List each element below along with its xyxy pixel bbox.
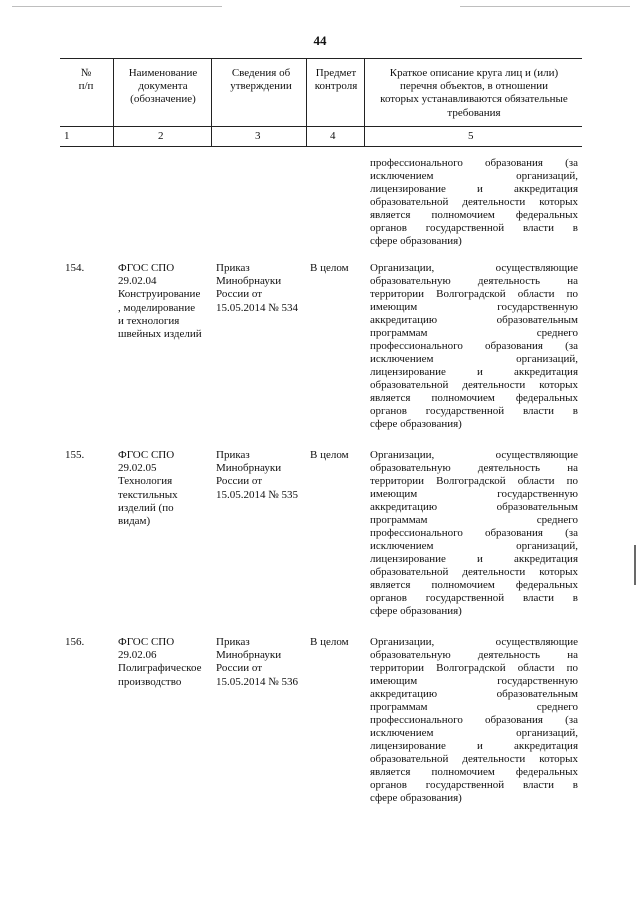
header-document-name: Наименование документа (обозначение) <box>128 67 198 106</box>
description-line: сфере образования) <box>370 605 462 617</box>
description-line: имеющим государственную <box>370 301 578 313</box>
column-number-4: 4 <box>330 130 336 142</box>
scan-artifact-top-right <box>460 6 630 7</box>
continuation-line: образовательной деятельности которых <box>370 196 578 208</box>
description-line: территории Волгоградской области по <box>370 475 578 487</box>
description-line: аккредитацию образовательным <box>370 314 578 326</box>
description-line: органов государственной власти в <box>370 779 578 791</box>
header-control-subject: Предмет контроля <box>314 67 358 93</box>
continuation-line: сфере образования) <box>370 235 462 247</box>
description-line: сфере образования) <box>370 792 462 804</box>
table-top-border <box>60 58 582 59</box>
continuation-line: лицензирование и аккредитация <box>370 183 578 195</box>
description-line: профессионального образования (за <box>370 527 578 539</box>
column-divider-2 <box>211 58 212 146</box>
row-control-subject: В целом <box>310 449 349 461</box>
description-line: лицензирование и аккредитация <box>370 740 578 752</box>
row-document-name: ФГОС СПО 29.02.05 Технология текстильных изделий (по видам) <box>118 449 178 528</box>
row-control-subject: В целом <box>310 262 349 274</box>
description-line: лицензирование и аккредитация <box>370 553 578 565</box>
description-line: образовательную деятельность на <box>370 649 578 661</box>
column-divider-4 <box>364 58 365 146</box>
row-control-subject: В целом <box>310 636 349 648</box>
description-line: территории Волгоградской области по <box>370 288 578 300</box>
description-line: Организации, осуществляющие <box>370 449 578 461</box>
description-line: образовательной деятельности которых <box>370 566 578 578</box>
description-line: лицензирование и аккредитация <box>370 366 578 378</box>
continuation-line: исключением организаций, <box>370 170 578 182</box>
continuation-line: профессионального образования (за <box>370 157 578 169</box>
continuation-line: является полномочием федеральных <box>370 209 578 221</box>
scan-artifact-right-edge <box>634 545 636 585</box>
row-approval-info: Приказ Минобрнауки России от 15.05.2014 № 536 <box>216 636 298 688</box>
column-divider-1 <box>113 58 114 146</box>
header-description: Краткое описание круга лиц и (или) перечня объектов, в отношении которых устанавливаются обязательные требования <box>380 67 568 119</box>
description-line: программам среднего <box>370 514 578 526</box>
description-line: является полномочием федеральных <box>370 579 578 591</box>
column-number-2: 2 <box>158 130 164 142</box>
header-bottom-border <box>60 126 582 127</box>
scan-artifact-top-left <box>12 6 222 7</box>
description-line: органов государственной власти в <box>370 405 578 417</box>
page-number: 44 <box>313 33 327 48</box>
description-line: исключением организаций, <box>370 353 578 365</box>
description-line: образовательной деятельности которых <box>370 379 578 391</box>
description-line: органов государственной власти в <box>370 592 578 604</box>
column-divider-3 <box>306 58 307 146</box>
description-line: программам среднего <box>370 701 578 713</box>
description-line: аккредитацию образовательным <box>370 688 578 700</box>
description-line: программам среднего <box>370 327 578 339</box>
description-line: имеющим государственную <box>370 675 578 687</box>
description-line: профессионального образования (за <box>370 714 578 726</box>
description-line: образовательной деятельности которых <box>370 753 578 765</box>
description-line: Организации, осуществляющие <box>370 262 578 274</box>
numbers-row-bottom-border <box>60 146 582 147</box>
description-line: образовательную деятельность на <box>370 275 578 287</box>
row-document-name: ФГОС СПО 29.02.04 Конструирование , моделирование и технология швейных изделий <box>118 262 202 341</box>
header-approval-info: Сведения об утверждении <box>230 67 292 93</box>
description-line: является полномочием федеральных <box>370 766 578 778</box>
description-line: сфере образования) <box>370 418 462 430</box>
row-number: 156. <box>65 636 85 648</box>
description-line: образовательную деятельность на <box>370 462 578 474</box>
description-line: профессионального образования (за <box>370 340 578 352</box>
row-approval-info: Приказ Минобрнауки России от 15.05.2014 № 535 <box>216 449 298 501</box>
header-number: № п/п <box>78 67 94 93</box>
description-line: территории Волгоградской области по <box>370 662 578 674</box>
description-line: имеющим государственную <box>370 488 578 500</box>
description-line: исключением организаций, <box>370 727 578 739</box>
continuation-line: органов государственной власти в <box>370 222 578 234</box>
row-number: 154. <box>65 262 85 274</box>
description-line: исключением организаций, <box>370 540 578 552</box>
column-number-3: 3 <box>255 130 261 142</box>
row-number: 155. <box>65 449 85 461</box>
column-number-5: 5 <box>468 130 474 142</box>
description-line: является полномочием федеральных <box>370 392 578 404</box>
description-line: аккредитацию образовательным <box>370 501 578 513</box>
description-line: Организации, осуществляющие <box>370 636 578 648</box>
row-document-name: ФГОС СПО 29.02.06 Полиграфическое производство <box>118 636 202 688</box>
row-approval-info: Приказ Минобрнауки России от 15.05.2014 № 534 <box>216 262 298 314</box>
column-number-1: 1 <box>64 130 70 142</box>
